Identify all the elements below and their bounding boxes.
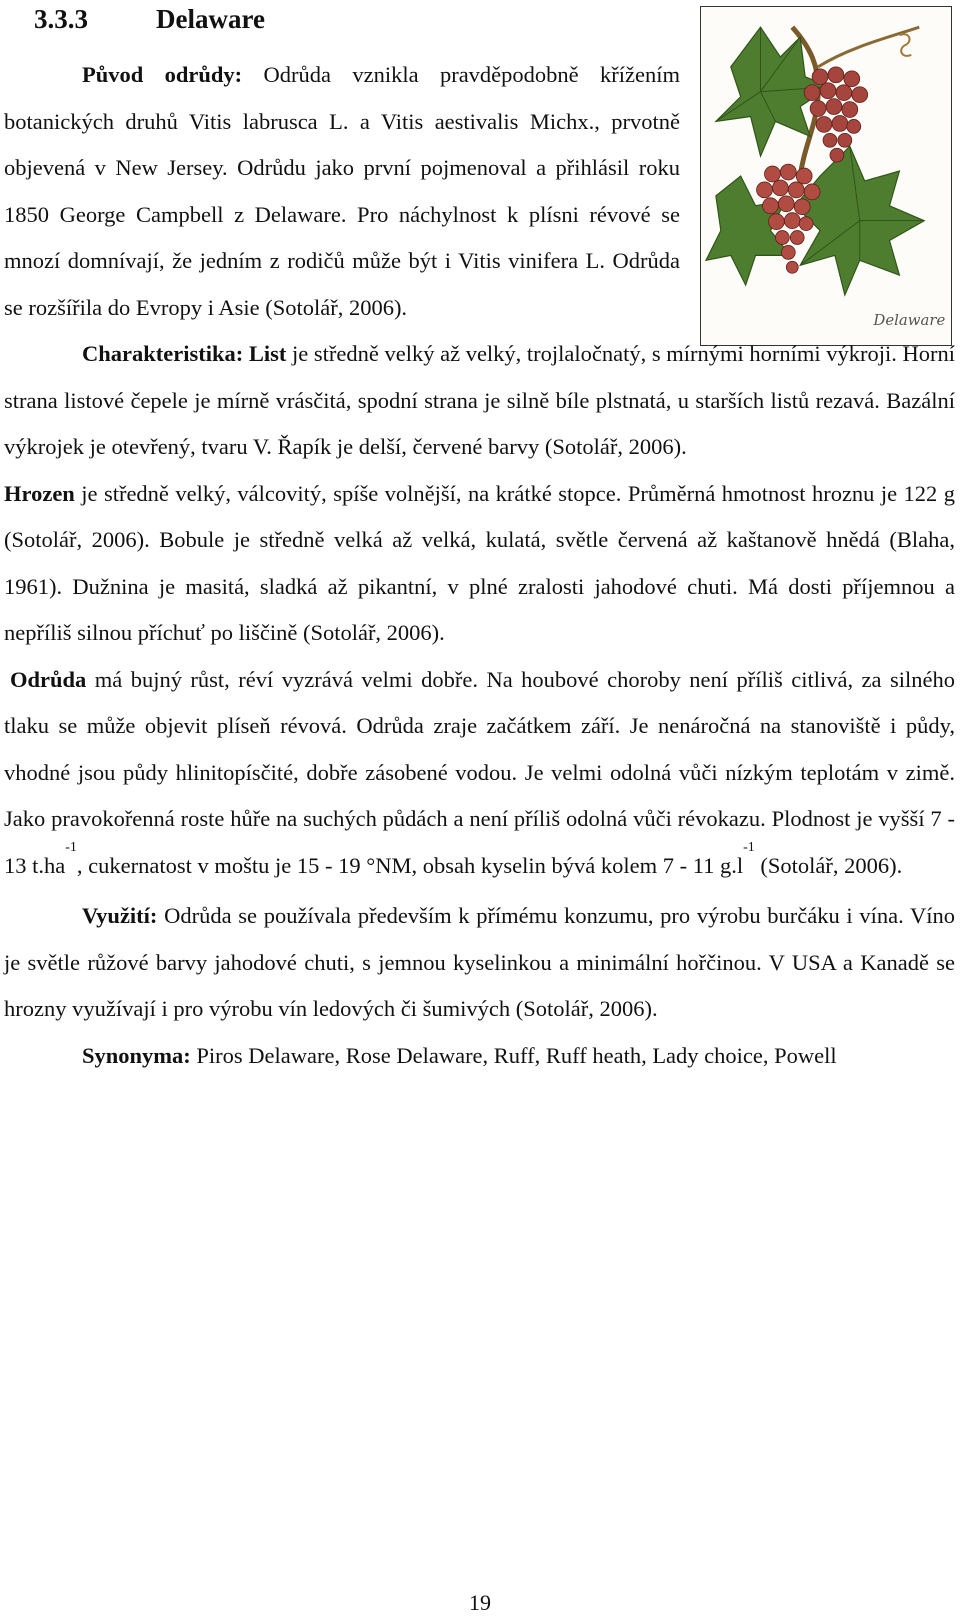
characteristics-text: je středně velký až velký, trojlaločnatý, s mírnými horními výkroji. Horní strana listové čepele je mírně vrásčitá, spodní strana je silně bíle plstnatá, u starších listů rezavá. Bazální výkrojek je otevřený, tvaru V. Řapík je delší, červené barvy (Sotolář, 2006). xyxy=(4,341,955,459)
unit-exponent-1: -1 xyxy=(65,839,77,855)
use-text: Odrůda se používala především k přímému konzumu, pro výrobu burčáku i vína. Víno je světle růžové barvy jahodové chuti, s jemnou kyselinkou a minimální hořčinou. V USA a Kanadě se hrozny využívají i pro výrobu vín ledových či šumivých (Sotolář, 2006). xyxy=(4,903,955,1021)
section-heading xyxy=(34,4,265,35)
paragraph-cluster xyxy=(4,471,955,657)
origin-text: Odrůda vznikla pravděpodobně křížením botanických druhů Vitis labrusca L. a Vitis aestivalis Michx., prvotně objevená v New Jersey. Odrůdu jako první pojmenoval a přihlásil roku 1850 George Campbell z Delaware. Pro náchylnost k plísni révové se mnozí domnívají, že jedním z rodičů může být i Vitis vinifera L. Odrůda se rozšířila do Evropy i Asie (Sotolář, 2006). xyxy=(4,62,680,320)
paragraph-synonyms xyxy=(4,1033,955,1080)
cluster-text: je středně velký, válcovitý, spíše volnější, na krátké stopce. Průměrná hmotnost hroznu je 122 g (Sotolář, 2006). Bobule je středně velká až velká, kulatá, světle červená až kaštanově hnědá (Blaha, 1961). Dužnina je masitá, sladká až pikantní, v plné zralosti jahodové chuti. Má dosti příjemnou a nepříliš silnou příchuť po liščině (Sotolář, 2006). xyxy=(4,480,955,645)
paragraph-characteristics xyxy=(4,331,955,471)
variety-text-1: má bujný růst, réví vyzrává velmi dobře. Na houbové choroby není příliš citlivá, za silného tlaku se může objevit plíseň révová. Odrůda zraje začátkem září. Je nenáročná na stanoviště i půdy, vhodné jsou půdy hlinitopísčité, dobře zásobené vodou. Je velmi odolná vůči nízkým teplotám v zimě. Jako pravokořenná roste hůře na suchých půdách a není příliš odolná vůči révokazu. Plodnost je vyšší 7 - 13 t.ha xyxy=(4,666,955,878)
section-number: 3.3.3 xyxy=(34,4,88,34)
synonyms-label: Synonyma: xyxy=(82,1042,191,1068)
variety-text-3: (Sotolář, 2006). xyxy=(754,852,903,878)
section-title: Delaware xyxy=(156,4,265,34)
variety-text-2: , cukernatost v moštu je 15 - 19 °NM, obsah kyselin bývá kolem 7 - 11 g.l xyxy=(76,852,744,878)
characteristics-term: List xyxy=(243,341,287,366)
paragraph-use xyxy=(4,893,955,1033)
illustration-signature: Delaware xyxy=(873,310,946,329)
paragraph-variety xyxy=(4,657,955,894)
synonyms-text: Piros Delaware, Rose Delaware, Ruff, Ruff heath, Lady choice, Powell xyxy=(190,1042,837,1068)
body-text xyxy=(4,52,955,1079)
use-label: Využití: xyxy=(82,903,158,928)
variety-term: Odrůda xyxy=(10,666,87,692)
unit-exponent-2: -1 xyxy=(743,839,755,855)
cluster-term: Hrozen xyxy=(4,480,75,506)
page-number: 19 xyxy=(469,1590,491,1615)
origin-label: Původ odrůdy: xyxy=(82,62,243,87)
paragraph-origin xyxy=(4,52,680,331)
characteristics-label: Charakteristika: xyxy=(82,341,244,366)
